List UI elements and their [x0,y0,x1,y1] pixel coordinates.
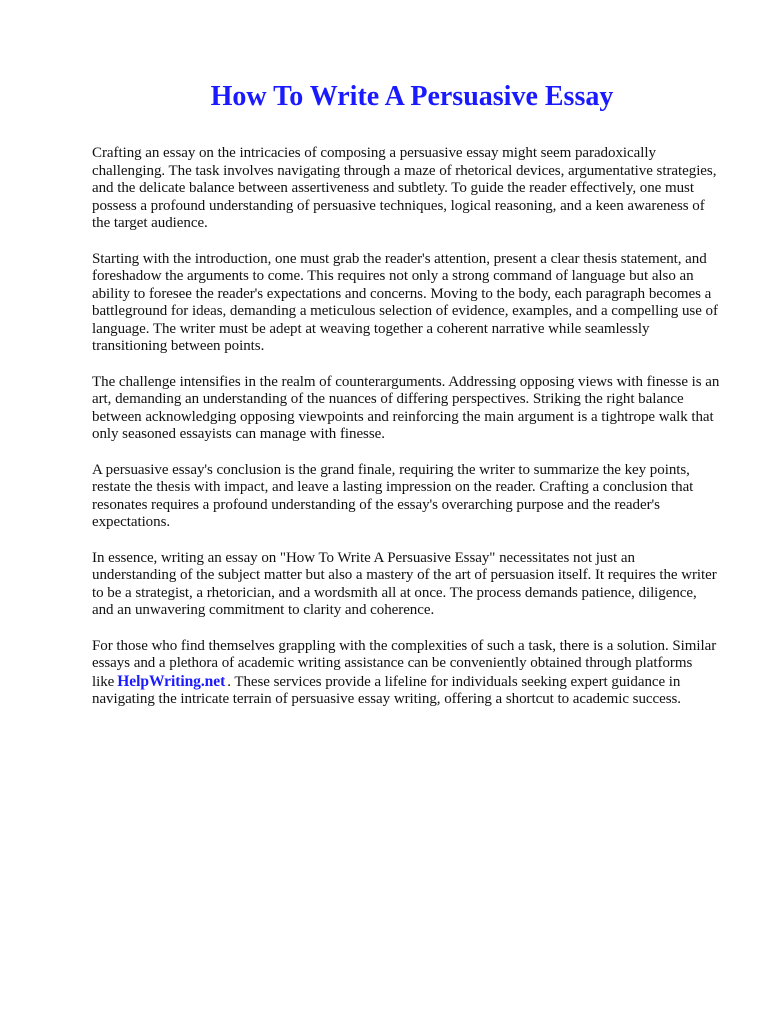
paragraph-6-text-before-link: For those who find themselves grappling with the complexities of such a task, there is a solution. Similar essays and a plethora of academic writing assistance can be conveniently obtained through platforms like [92,637,717,690]
paragraph-1: Crafting an essay on the intricacies of composing a persuasive essay might seem paradoxically challenging. The task involves navigating through a maze of rhetorical devices, argumentative strategies, and the delicate balance between assertiveness and subtlety. To guide the reader effectively, one must possess a profound understanding of persuasive techniques, logical reasoning, and a keen awareness of the target audience. [92,145,717,231]
helpwriting-link[interactable]: HelpWriting.net [117,672,226,690]
paragraph-6-text-after-link: . These services provide a lifeline for individuals seeking expert guidance in navigating the intricate terrain of persuasive essay writing, offering a shortcut to academic success. [92,673,681,707]
paragraph-2: Starting with the introduction, one must grab the reader's attention, present a clear thesis statement, and foreshadow the arguments to come. This requires not only a strong command of language but also an ability to foresee the reader's expectations and concerns. Moving to the body, each paragraph becomes a battleground for ideas, demanding a meticulous selection of evidence, examples, and a compelling use of language. The writer must be adept at weaving together a coherent narrative while seamlessly transitioning between points. [92,250,718,354]
paragraph-3: The challenge intensifies in the realm of counterarguments. Addressing opposing views with finesse is an art, demanding an understanding of the nuances of differing perspectives. Striking the right balance between acknowledging opposing viewpoints and reinforcing the main argument is a tightrope walk that only seasoned essayists can manage with finesse. [92,373,720,442]
document-body [92,145,720,727]
paragraph-5: In essence, writing an essay on "How To Write A Persuasive Essay" necessitates not just an understanding of the subject matter but also a mastery of the art of persuasion itself. It requires the writer to be a strategist, a rhetorician, and a wordsmith all at once. The process demands patience, diligence, and an unwavering commitment to clarity and coherence. [92,549,717,618]
paragraph-4: A persuasive essay's conclusion is the grand finale, requiring the writer to summarize the key points, restate the thesis with impact, and leave a lasting impression on the reader. Crafting a conclusion that resonates requires a profound understanding of the essay's overarching purpose and the reader's expectations. [92,461,694,530]
paragraph-6 [92,638,720,709]
document-title: How To Write A Persuasive Essay [210,81,614,112]
